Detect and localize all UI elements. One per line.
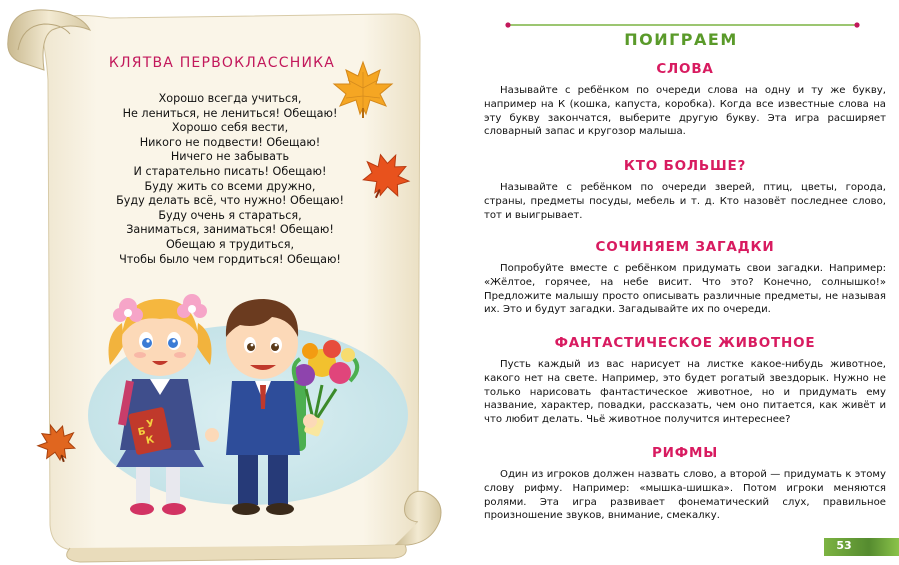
- book-letter: У: [145, 418, 156, 431]
- poem-line: Обещаю я трудиться,: [165, 237, 295, 251]
- book-letter: К: [144, 434, 156, 447]
- poem-line: И старательно писать! Обещаю!: [133, 164, 327, 178]
- section-rhymes: [484, 444, 886, 523]
- boy-figure: [226, 299, 357, 515]
- section-riddles: [484, 238, 886, 317]
- section-heading: ФАНТАСТИЧЕСКОЕ ЖИВОТНОЕ: [554, 335, 816, 351]
- section-who-more: [484, 157, 886, 222]
- page-number: 53: [836, 539, 852, 552]
- poem-line: Буду очень я стараться,: [158, 208, 302, 222]
- section-text: Попробуйте вместе с ребёнком придумать свои загадки. Например: «Жёлтое, горячее, на небе висит. Что это? Конечно, солнышко!» Предложите малышу просто описывать различные предметы, не называя их. Это и будут загадки. Загадывайте их по очереди.: [484, 263, 886, 316]
- page-title: ПОИГРАЕМ: [624, 30, 738, 49]
- maple-leaf-icon: [36, 422, 78, 464]
- poem-line: Хорошо себя вести,: [171, 121, 289, 135]
- section-words: [484, 60, 886, 139]
- section-text: Пусть каждый из вас нарисует на листке какое-нибудь животное, какого нет на свете. Например, это будет рогатый звездорык. Нужно не только нарисовать фантастическое животное, но и придумать ему название, характер, повадки, рассказать, чем оно питается, как живёт и что любит делать. Чьё животное получится интереснее?: [484, 359, 886, 426]
- girl-figure: [109, 294, 212, 515]
- section-text: Один из игроков должен назвать слово, а второй — придумать к этому слову рифму. Например: «мышка-шишка». Потом игроки меняются ролями. Эта игра развивает фонематический слух, правильное произношение звуков, внимание, смекалку.: [484, 469, 886, 522]
- maple-leaf-icon: [330, 58, 396, 120]
- poem-text: [100, 92, 360, 267]
- page-number-tab: [824, 538, 899, 556]
- schoolchildren-illustration: [100, 285, 370, 525]
- book-letter: Б: [137, 426, 147, 439]
- section-text: Называйте с ребёнком по очереди слова на одну и ту же букву, например на К (кошка, капуста, коробка). Когда все известные слова на эту букву закончатся, выберите другую букву. Эта игра расширяет словарный запас и кругозор малыша.: [484, 85, 886, 138]
- games-page: [470, 0, 899, 565]
- section-text: Называйте с ребёнком по очереди зверей, птиц, цветы, города, страны, предметы посуды, мебель и т. д. Кто назовёт последнее слово, тот и выигрывает.: [484, 182, 886, 221]
- poem-line: Не лениться, не лениться! Обещаю!: [122, 106, 338, 120]
- poem-line: Заниматься, заниматься! Обещаю!: [126, 223, 334, 237]
- poem-title: КЛЯТВА ПЕРВОКЛАССНИКА: [108, 55, 336, 71]
- section-heading: СОЧИНЯЕМ ЗАГАДКИ: [595, 239, 775, 255]
- decorative-rule: [505, 22, 860, 28]
- poem-line: Буду делать всё, что нужно! Обещаю!: [116, 194, 344, 208]
- section-fantastic-animal: [484, 334, 886, 427]
- poem-line: Чтобы было чем гордиться! Обещаю!: [119, 252, 341, 266]
- maple-leaf-icon: [360, 150, 412, 202]
- poem-line: Ничего не забывать: [170, 150, 290, 164]
- poem-line: Буду жить со всеми дружно,: [144, 179, 316, 193]
- poem-line: Никого не подвести! Обещаю!: [139, 135, 321, 149]
- poem-line: Хорошо всегда учиться,: [158, 92, 302, 105]
- section-heading: КТО БОЛЬШЕ?: [623, 158, 747, 174]
- section-heading: СЛОВА: [656, 61, 714, 77]
- section-heading: РИФМЫ: [651, 445, 718, 461]
